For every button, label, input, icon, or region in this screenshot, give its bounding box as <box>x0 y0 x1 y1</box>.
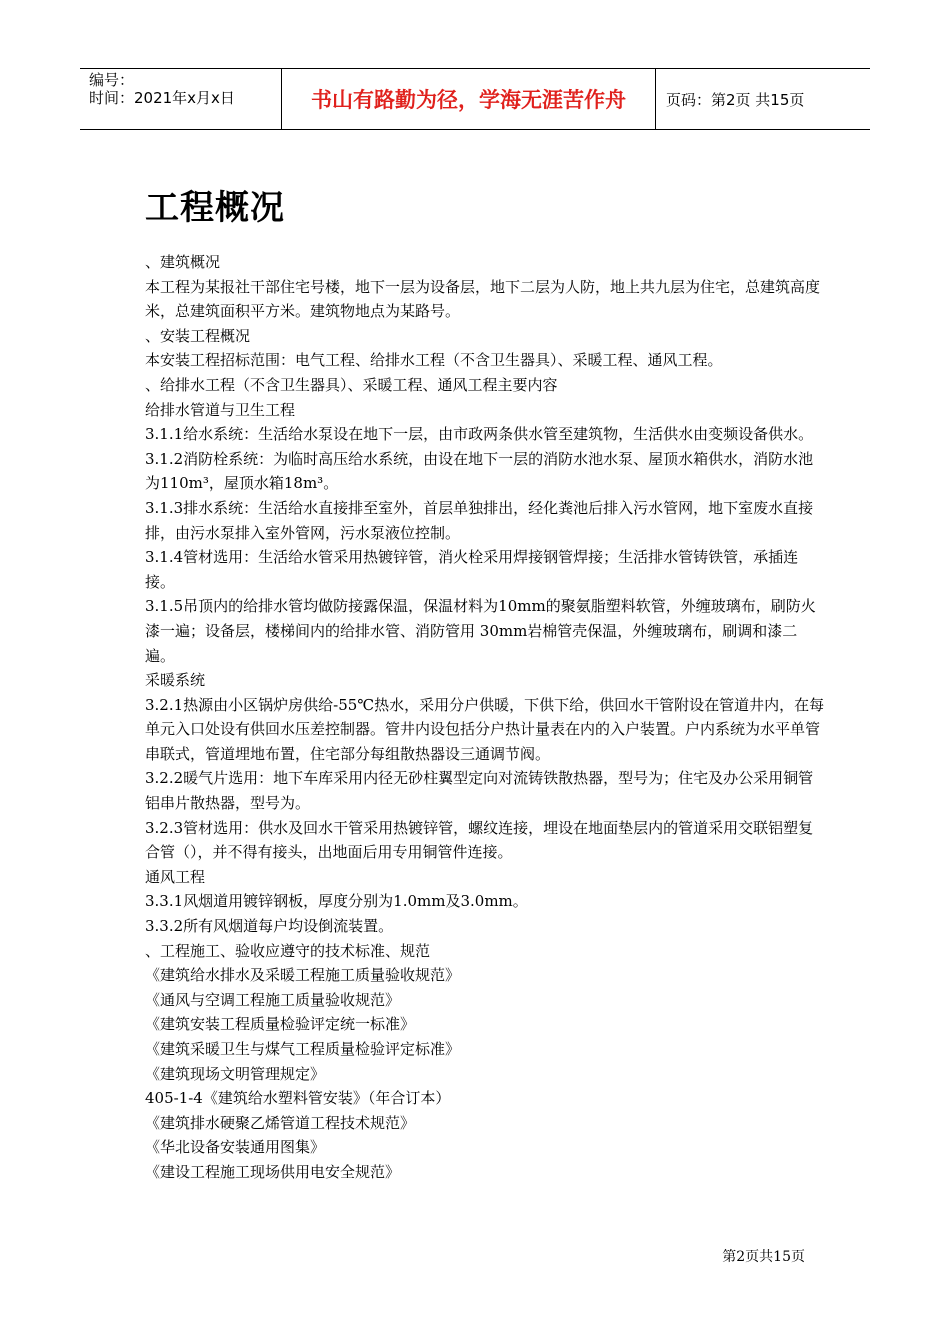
document-number-label: 编号： <box>89 71 135 89</box>
paragraph: 3.3.1风烟道用镀锌钢板，厚度分别为1.0mm及3.0mm。 <box>145 892 528 911</box>
paragraph: 采暖系统 <box>145 671 206 690</box>
paragraph: 《华北设备安装通用图集》 <box>145 1138 326 1157</box>
paragraph: 《建筑给水排水及采暖工程施工质量验收规范》 <box>145 966 461 985</box>
paragraph: 《建筑排水硬聚乙烯管道工程技术规范》 <box>145 1113 416 1132</box>
header-motto: 书山有路勤为径，学海无涯苦作舟 <box>282 69 656 129</box>
paragraph: 3.2.3管材选用：供水及回水干管采用热镀锌管，螺纹连接，埋设在地面垫层内的管道采用交联铝塑复合管（），并不得有接头，出地面后用专用铜管件连接。 <box>145 818 814 862</box>
header-page-info: 页码：第2页 共15页 <box>666 90 805 109</box>
paragraph: 3.1.5吊顶内的给排水管均做防接露保温，保温材料为10mm的聚氨脂塑料软管，外缠玻璃布，刷防火漆一遍；设备层，楼梯间内的给排水管、消防管用 30mm岩棉管壳保温，外缠玻璃布，刷调和漆二遍。 <box>145 597 816 665</box>
document-body <box>145 250 825 1185</box>
paragraph: 3.1.1给水系统：生活给水泵设在地下一层，由市政两条供水管至建筑物，生活供水由变频设备供水。 <box>145 425 814 444</box>
paragraph: 《通风与空调工程施工质量验收规范》 <box>145 990 401 1009</box>
page-header <box>80 68 870 130</box>
paragraph: 、给排水工程（不含卫生器具）、采暖工程、通风工程主要内容 <box>145 375 558 394</box>
paragraph: 本安装工程招标范围：电气工程、给排水工程（不含卫生器具）、采暖工程、通风工程。 <box>145 351 723 370</box>
paragraph: 3.3.2所有风烟道每户均设倒流装置。 <box>145 917 394 936</box>
paragraph: 《建筑现场文明管理规定》 <box>145 1064 326 1083</box>
paragraph: 3.1.3排水系统：生活给水直接排至室外，首层单独排出，经化粪池后排入污水管网，地下室废水直接排，由污水泵排入室外管网，污水泵液位控制。 <box>145 498 814 542</box>
paragraph: 通风工程 <box>145 867 206 886</box>
paragraph: 3.1.2消防栓系统：为临时高压给水系统，由设在地下一层的消防水池水泵、屋顶水箱供水，消防水池为110m³，屋顶水箱18m³。 <box>145 449 814 493</box>
paragraph: 给排水管道与卫生工程 <box>145 400 296 419</box>
document-title: 工程概况 <box>145 188 285 228</box>
page-footer: 第2页共15页 <box>722 1249 805 1265</box>
paragraph: 《建筑采暖卫生与煤气工程质量检验评定标准》 <box>145 1040 461 1058</box>
paragraph: 3.2.2暖气片选用：地下车库采用内径无砂柱翼型定向对流铸铁散热器，型号为；住宅及办公采用铜管铝串片散热器，型号为。 <box>145 769 814 813</box>
paragraph: 3.1.4管材选用：生活给水管采用热镀锌管，消火栓采用焊接钢管焊接；生活排水管铸铁管，承插连接。 <box>145 548 799 591</box>
paragraph: 、安装工程概况 <box>145 326 251 345</box>
paragraph: 3.2.1热源由小区锅炉房供给-55℃热水，采用分户供暖，下供下给，供回水干管附设在管道井内，在每单元入口处设有供回水压差控制器。管井内设包括分户热计量表在内的入户装置。户内系统为水平单管串联式，管道埋地布置，住宅部分每组散热器设三通调节阀。 <box>145 695 825 763</box>
paragraph: 、工程施工、验收应遵守的技术标准、规范 <box>145 941 431 960</box>
paragraph: 本工程为某报社干部住宅号楼，地下一层为设备层，地下二层为人防，地上共九层为住宅，总建筑高度米，总建筑面积平方米。建筑物地点为某路号。 <box>145 277 821 321</box>
paragraph: 、建筑概况 <box>145 253 221 271</box>
header-meta <box>80 69 282 129</box>
paragraph: 《建筑安装工程质量检验评定统一标准》 <box>145 1015 416 1034</box>
paragraph: 《建设工程施工现场供用电安全规范》 <box>145 1162 401 1181</box>
document-date: 时间：2021年x月x日 <box>89 89 235 107</box>
paragraph: 405-1-4《建筑给水塑料管安装》（年合订本） <box>145 1089 451 1108</box>
